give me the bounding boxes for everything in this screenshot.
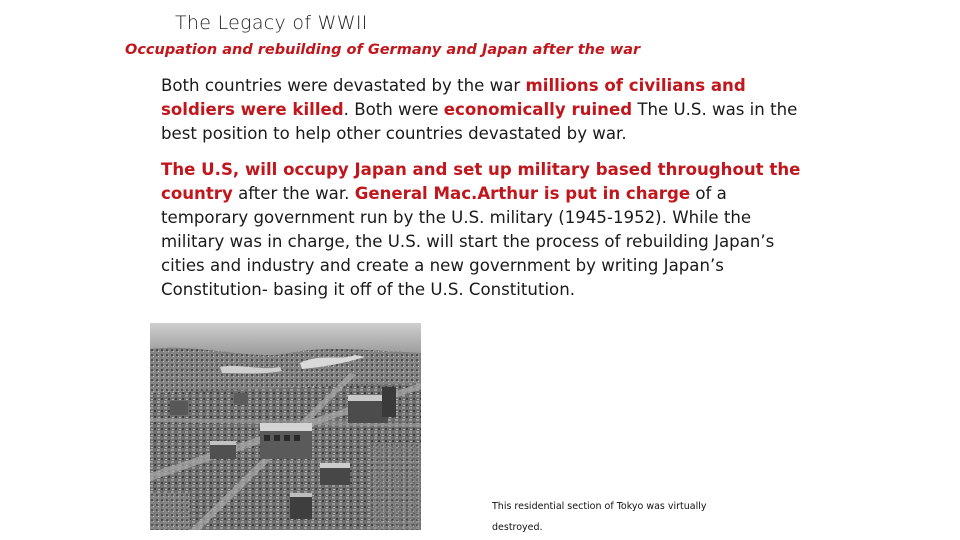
paragraph-text: Both countries were devastated by the war	[161, 76, 526, 95]
highlight-occupation: The U.S, will occupy Japan and set up military based throughout the country	[161, 160, 801, 203]
paragraph-text: of a temporary government run by the U.S. military (1945-1952). While the military was in charge, the U.S. will start the process of rebuilding Japan’s cities and industry and create a new government by writing Japan’s Constitution- basing it off of the U.S. Constitution.	[161, 184, 775, 299]
photo-caption	[492, 496, 732, 538]
paragraph-text: . Both were	[343, 100, 444, 119]
caption-line: destroyed.	[492, 522, 543, 533]
highlight-economy: economically ruined	[443, 100, 633, 119]
highlight-casualties: millions of civilians and soldiers were killed	[161, 76, 746, 119]
photo-illustration	[150, 323, 421, 530]
paragraph-occupation	[161, 158, 801, 302]
highlight-macarthur: General Mac.Arthur is put in charge	[354, 184, 691, 203]
paragraph-text: The U.S. was in the best position to help other countries devastated by war.	[161, 100, 798, 143]
slide-title: The Legacy of WWII	[175, 12, 368, 34]
tokyo-ruins-photo	[150, 323, 421, 530]
caption-line: This residential section of Tokyo was virtually	[492, 501, 707, 512]
paragraph-devastation	[161, 74, 801, 146]
slide-subtitle: Occupation and rebuilding of Germany and Japan after the war	[125, 42, 641, 58]
paragraph-text: after the war.	[232, 184, 355, 203]
